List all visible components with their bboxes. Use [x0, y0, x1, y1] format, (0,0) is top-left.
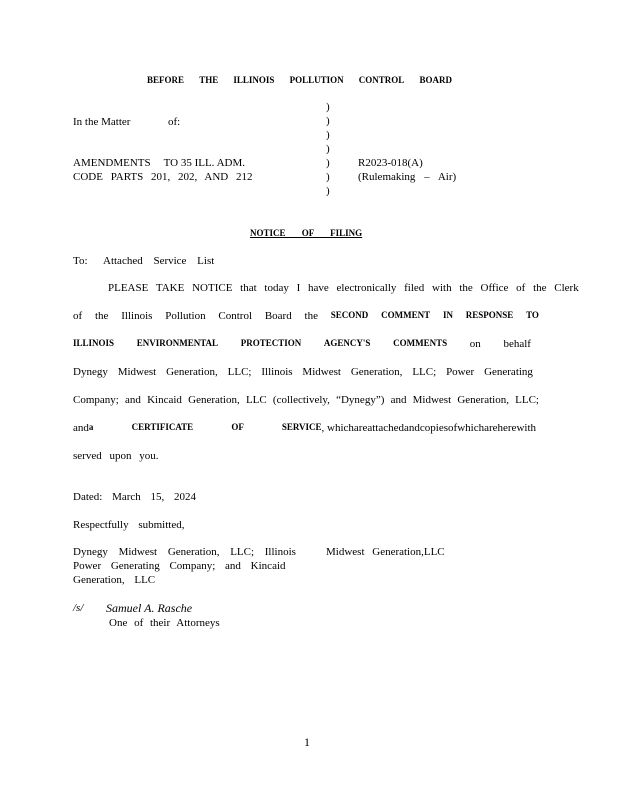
body-word: LLC;	[515, 394, 539, 406]
body-word: LLC;	[227, 366, 252, 378]
body-word: Generating	[484, 366, 533, 378]
body-word: which	[457, 422, 485, 434]
body-word: COMMENTS	[393, 338, 448, 348]
body-word: of	[73, 310, 83, 322]
body-line-last: served upon you.	[73, 450, 159, 462]
body-word: TO	[526, 310, 539, 320]
body-word: Dynegy	[73, 366, 108, 378]
amendments-text: AMENDMENTS	[73, 157, 151, 169]
body-word: herewith	[497, 422, 536, 434]
body-word: Generation,	[188, 394, 240, 406]
signatory-line: Dynegy Midwest Generation, LLC; Illinois	[73, 546, 296, 558]
body-word: and	[125, 394, 141, 406]
signature-role: One of their Attorneys	[109, 617, 220, 629]
certificate-of-service: a CERTIFICATE OF SERVICE	[88, 422, 322, 432]
body-word: the	[304, 310, 318, 322]
signatory-line: Power Generating Company; and Kincaid	[73, 560, 286, 572]
body-word: ILLINOIS	[73, 338, 115, 348]
body-word: AGENCY'S	[323, 338, 371, 348]
to-label: To:	[73, 255, 88, 267]
heading-word: CONTROL	[358, 75, 405, 85]
body-word: Kincaid	[147, 394, 182, 406]
body-word: copies	[419, 422, 449, 434]
body-word: PROTECTION	[240, 338, 302, 348]
signatory-line: Generation, LLC	[73, 574, 156, 586]
body-word: Generation,	[166, 366, 218, 378]
caption-paren: )	[326, 185, 330, 197]
body-word: Pollution	[165, 310, 206, 322]
body-word: are	[484, 422, 498, 434]
caption-paren: )	[326, 143, 330, 155]
page-number: 1	[304, 735, 310, 749]
body-word: (collectively,	[272, 394, 330, 406]
caption-paren: )	[326, 171, 330, 183]
caption-paren: )	[326, 129, 330, 141]
body-line: PLEASE TAKE NOTICE that today I have electronically filed with the Office of the Clerk	[108, 282, 579, 294]
heading-word: BEFORE	[147, 75, 185, 85]
body-word: are	[353, 422, 368, 434]
body-word: Company;	[73, 394, 119, 406]
document-heading	[147, 75, 452, 85]
body-word: Midwest	[117, 366, 157, 378]
body-word: behalf	[503, 338, 531, 350]
body-word: Generation,	[350, 366, 403, 378]
body-line	[73, 338, 531, 350]
body-word: Illinois	[261, 366, 293, 378]
heading-word: POLLUTION	[289, 75, 344, 85]
body-word: Generation,	[457, 394, 509, 406]
amendments-line-1	[73, 157, 245, 169]
signatory-line: Midwest Generation,LLC	[326, 546, 445, 558]
heading-word: THE	[199, 75, 219, 85]
docket-number: R2023-018(A)	[358, 157, 423, 169]
rulemaking-type: (Rulemaking – Air)	[358, 171, 457, 183]
body-word: LLC	[245, 394, 267, 406]
body-word: Midwest	[412, 394, 452, 406]
body-word: on	[469, 338, 481, 350]
caption-paren: )	[326, 115, 330, 127]
heading-word: ILLINOIS	[233, 75, 275, 85]
of-label: of:	[168, 116, 181, 128]
dated-line: Dated: March 15, 2024	[73, 491, 197, 503]
body-word: COMMENT	[381, 310, 431, 320]
notice-title: NOTICE OF FILING	[250, 228, 363, 238]
body-word: LLC;	[412, 366, 437, 378]
body-word: , which	[321, 422, 354, 434]
body-line	[73, 422, 535, 434]
signature-prefix: /s/	[73, 602, 84, 614]
body-line	[73, 310, 539, 322]
body-word: “Dynegy”)	[336, 394, 385, 406]
respectfully-submitted: Respectfully submitted,	[73, 519, 185, 531]
body-word: of	[448, 422, 458, 434]
body-word: and	[73, 422, 89, 434]
body-word: Midwest	[302, 366, 341, 378]
amendments-line-2: CODE PARTS 201, 202, AND 212	[73, 171, 253, 183]
in-the-matter-label: In the Matter	[73, 116, 131, 128]
signature-name: Samuel A. Rasche	[106, 601, 193, 615]
to-value: Attached Service List	[103, 255, 215, 267]
amendments-text: TO 35 ILL. ADM.	[163, 157, 245, 169]
body-word: SECOND	[330, 310, 369, 320]
body-word: the	[94, 310, 109, 322]
body-word: IN	[442, 310, 453, 320]
body-word: and	[404, 422, 420, 434]
body-word: ENVIRONMENTAL	[136, 338, 219, 348]
body-word: Illinois	[121, 310, 153, 322]
body-line	[73, 394, 539, 406]
heading-word: BOARD	[419, 75, 452, 85]
body-word: RESPONSE	[465, 310, 514, 320]
body-word: and	[390, 394, 407, 406]
body-word: Control	[218, 310, 253, 322]
body-line	[73, 366, 533, 378]
body-word: Board	[264, 310, 292, 322]
caption-paren: )	[326, 157, 330, 169]
body-word: attached	[367, 422, 405, 434]
body-word: Power	[446, 366, 475, 378]
caption-paren: )	[326, 101, 330, 113]
